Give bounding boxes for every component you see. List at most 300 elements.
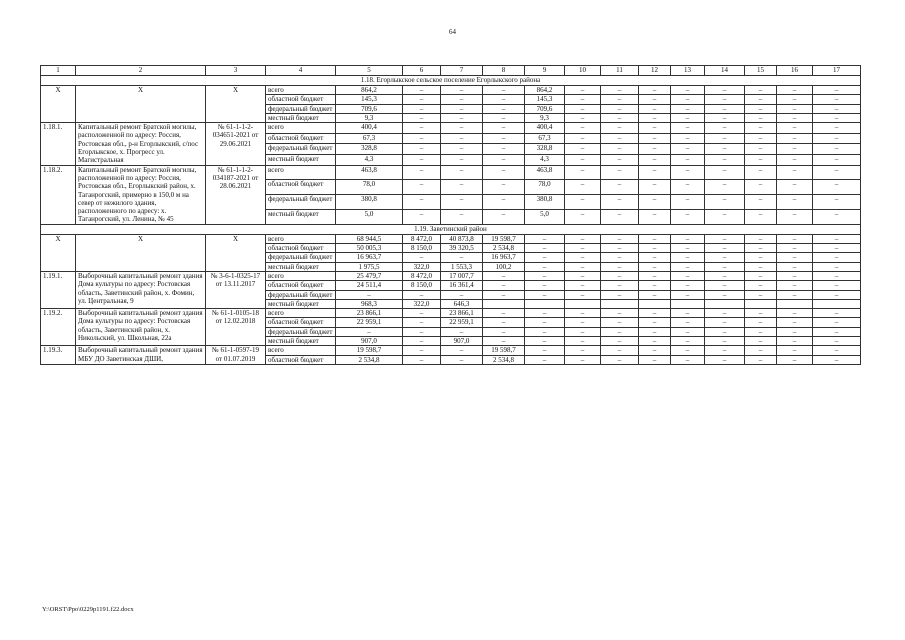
budget-value: – [525,346,565,355]
budget-value: 907,0 [441,337,483,346]
table-row [41,346,861,355]
budget-value: 328,8 [525,144,565,155]
column-header: 5 [336,66,403,76]
budget-value: – [639,144,671,155]
budget-source-label: всего [266,234,336,243]
budget-value: – [745,165,777,180]
budget-source-label: всего [266,123,336,134]
budget-value: – [705,133,745,144]
budget-value: – [336,290,403,299]
budget-value: 100,2 [483,262,525,271]
item-document: X [206,234,266,271]
budget-value: – [565,318,601,327]
budget-value: – [601,337,639,346]
budget-value: – [813,271,861,280]
budget-value: – [601,113,639,122]
item-document: № 61-1-1-2-034651-2021 от 29.06.2021 [206,123,266,165]
budget-value: – [671,271,705,280]
budget-value: – [525,281,565,290]
budget-value: – [403,86,441,95]
budget-value: 322,0 [403,262,441,271]
budget-value: 5,0 [525,209,565,224]
budget-value: 17 007,7 [441,271,483,280]
budget-value: – [565,95,601,104]
file-path-footer: Y:\ORST\Ppo\0229p1191.f22.docx [42,606,134,613]
budget-value: – [813,195,861,210]
column-header: 16 [777,66,813,76]
budget-value: – [403,309,441,318]
budget-value: – [403,180,441,195]
budget-value: – [671,180,705,195]
budget-value: 8 150,0 [403,244,441,253]
budget-value: – [639,244,671,253]
budget-value: – [705,355,745,364]
item-document: № 3-6-1-0325-17 от 13.11.2017 [206,271,266,308]
budget-value: – [745,195,777,210]
section-title-row [41,76,861,86]
item-document: № 61-1-0597-19 от 01.07.2019 [206,346,266,365]
budget-value: – [441,86,483,95]
budget-value: – [777,113,813,122]
header-row [41,66,861,76]
budget-value: – [813,262,861,271]
budget-source-label: областной бюджет [266,133,336,144]
budget-value [525,299,565,308]
budget-value: – [777,144,813,155]
budget-value: – [671,104,705,113]
budget-value: – [441,346,483,355]
budget-value: 463,8 [336,165,403,180]
budget-value: – [671,309,705,318]
budget-value: – [483,327,525,336]
budget-source-label: местный бюджет [266,209,336,224]
budget-value: – [441,209,483,224]
budget-value: – [777,346,813,355]
section-title: 1.18. Егорлыкское сельское поселение Егорлыкского района [41,76,861,86]
budget-value: – [745,209,777,224]
budget-value: – [601,155,639,166]
budget-source-label: всего [266,271,336,280]
budget-value: – [525,271,565,280]
budget-value: – [403,95,441,104]
column-header: 6 [403,66,441,76]
budget-value: – [565,253,601,262]
budget-value: – [601,309,639,318]
budget-value: – [639,253,671,262]
budget-value: – [813,244,861,253]
budget-value: 145,3 [525,95,565,104]
budget-value: – [745,281,777,290]
budget-value: – [565,209,601,224]
budget-value: – [601,318,639,327]
budget-value: – [813,309,861,318]
budget-source-label: местный бюджет [266,299,336,308]
budget-value: – [441,290,483,299]
budget-value: – [601,281,639,290]
budget-value: 2 534,8 [336,355,403,364]
budget-value: – [705,318,745,327]
budget-value: – [525,355,565,364]
column-header: 14 [705,66,745,76]
budget-value: – [639,86,671,95]
budget-source-label: всего [266,346,336,355]
budget-value: – [483,209,525,224]
budget-value: – [403,290,441,299]
budget-value: – [813,133,861,144]
item-number: 1.18.2. [41,165,76,224]
budget-value: – [671,165,705,180]
budget-value: – [601,290,639,299]
budget-value: 968,3 [336,299,403,308]
budget-value: – [705,290,745,299]
budget-value: – [525,262,565,271]
budget-value: – [483,195,525,210]
budget-value: – [745,309,777,318]
budget-value: – [671,346,705,355]
budget-value: – [813,346,861,355]
budget-value: – [813,104,861,113]
budget-value: 19 598,7 [483,346,525,355]
page-number: 64 [449,28,456,36]
budget-value: – [483,155,525,166]
budget-value: – [403,155,441,166]
budget-value: 23 866,1 [441,309,483,318]
item-number: 1.18.1. [41,123,76,165]
budget-value: – [403,209,441,224]
table-row [41,86,861,95]
budget-value: – [777,253,813,262]
budget-value: – [601,262,639,271]
item-document: № 61-1-1-2-034187-2021 от 28.06.2021 [206,165,266,224]
budget-value: 145,3 [336,95,403,104]
budget-value: – [777,234,813,243]
column-header: 12 [639,66,671,76]
budget-value: 22 959,1 [441,318,483,327]
budget-value: – [565,271,601,280]
budget-value: – [441,355,483,364]
budget-value: – [565,262,601,271]
budget-value: – [565,165,601,180]
budget-value: – [601,244,639,253]
budget-source-label: областной бюджет [266,95,336,104]
item-description: Выборочный капитальный ремонт здания МБУ ДО Заветинская ДШИ, [76,346,206,365]
budget-value [813,299,861,308]
budget-value: – [777,123,813,134]
column-header: 7 [441,66,483,76]
budget-value: – [813,95,861,104]
budget-value: 4,3 [525,155,565,166]
budget-value: – [813,209,861,224]
budget-value: – [565,309,601,318]
budget-value: – [441,180,483,195]
budget-value: – [601,355,639,364]
budget-value: – [639,318,671,327]
budget-source-label: федеральный бюджет [266,290,336,299]
budget-value: 8 472,0 [403,271,441,280]
budget-source-label: областной бюджет [266,244,336,253]
budget-value [777,299,813,308]
budget-value: 1 975,5 [336,262,403,271]
budget-value: 400,4 [525,123,565,134]
budget-value: – [639,355,671,364]
budget-value: 864,2 [336,86,403,95]
budget-value: – [671,234,705,243]
budget-value: 24 511,4 [336,281,403,290]
budget-value: – [671,95,705,104]
budget-value: 16 963,7 [336,253,403,262]
budget-value: – [813,281,861,290]
budget-value: – [745,327,777,336]
budget-value: – [483,165,525,180]
budget-value [705,299,745,308]
budget-value: – [671,144,705,155]
budget-source-label: областной бюджет [266,180,336,195]
budget-value: – [601,234,639,243]
budget-value: – [813,355,861,364]
budget-source-label: всего [266,309,336,318]
budget-value: – [483,113,525,122]
budget-value: 67,3 [336,133,403,144]
budget-value: – [601,195,639,210]
budget-value: – [671,155,705,166]
budget-value: 4,3 [336,155,403,166]
budget-value: – [441,113,483,122]
budget-value: 709,6 [336,104,403,113]
budget-value: – [777,155,813,166]
item-description: Выборочный капитальный ремонт здания Дома культуры по адресу: Ростовская область, Заветинский район, х. Фомин, ул. Центральная, 9 [76,271,206,308]
budget-value: – [601,144,639,155]
budget-value: – [705,165,745,180]
budget-value: – [403,165,441,180]
budget-source-label: всего [266,86,336,95]
budget-value: – [705,195,745,210]
budget-source-label: всего [266,165,336,180]
item-number: X [41,86,76,123]
table-row [41,271,861,280]
budget-value: – [705,271,745,280]
table-row [41,234,861,243]
budget-value: – [813,290,861,299]
budget-value: – [441,155,483,166]
budget-value: – [601,209,639,224]
budget-value: – [745,355,777,364]
budget-value [745,299,777,308]
item-description: X [76,86,206,123]
budget-value: – [813,123,861,134]
item-description: X [76,234,206,271]
budget-value: 9,3 [525,113,565,122]
item-number: 1.19.1. [41,271,76,308]
budget-value: – [745,234,777,243]
budget-value: – [639,281,671,290]
budget-source-label: федеральный бюджет [266,104,336,113]
budget-value: – [601,86,639,95]
budget-value: – [565,355,601,364]
budget-value: – [483,104,525,113]
item-document: X [206,86,266,123]
budget-value: – [705,209,745,224]
budget-value: – [601,271,639,280]
budget-value: – [601,133,639,144]
column-header: 15 [745,66,777,76]
column-header: 3 [206,66,266,76]
budget-value: – [705,113,745,122]
budget-value: – [813,86,861,95]
column-header: 17 [813,66,861,76]
budget-value: – [565,104,601,113]
budget-value: – [705,104,745,113]
budget-source-label: федеральный бюджет [266,327,336,336]
budget-value: – [705,86,745,95]
budget-value: – [777,95,813,104]
budget-value: 9,3 [336,113,403,122]
budget-value: – [601,180,639,195]
budget-value: – [525,309,565,318]
budget-value: 25 479,7 [336,271,403,280]
budget-value: – [601,123,639,134]
budget-value: – [777,309,813,318]
column-header: 13 [671,66,705,76]
budget-source-label: областной бюджет [266,355,336,364]
budget-value: – [565,244,601,253]
budget-value: – [639,327,671,336]
budget-value: – [777,195,813,210]
budget-value: – [483,337,525,346]
budget-value: – [565,281,601,290]
budget-value: – [671,113,705,122]
budget-value: – [745,244,777,253]
budget-value: – [483,180,525,195]
budget-value: – [441,104,483,113]
budget-value: – [745,253,777,262]
budget-value [639,299,671,308]
budget-value: – [483,281,525,290]
budget-value: – [565,180,601,195]
budget-value: – [639,234,671,243]
budget-value: – [639,104,671,113]
budget-value: – [705,253,745,262]
budget-value: – [777,165,813,180]
budget-value: – [441,195,483,210]
budget-value: – [403,337,441,346]
budget-value: – [777,271,813,280]
budget-value: – [565,337,601,346]
budget-value: – [705,123,745,134]
budget-value: – [705,327,745,336]
budget-value: – [441,123,483,134]
budget-value: 1 553,3 [441,262,483,271]
budget-value: – [745,262,777,271]
budget-value: – [705,281,745,290]
item-number: 1.19.2. [41,309,76,346]
budget-value: – [745,346,777,355]
budget-value: 68 944,5 [336,234,403,243]
budget-value: – [639,180,671,195]
budget-value: – [639,133,671,144]
budget-value: – [525,253,565,262]
budget-value: – [639,195,671,210]
budget-value: – [403,144,441,155]
budget-value: – [705,155,745,166]
budget-value: – [441,253,483,262]
budget-value: – [525,327,565,336]
budget-value: 2 534,8 [483,244,525,253]
budget-value: 463,8 [525,165,565,180]
budget-value: – [745,95,777,104]
budget-source-label: областной бюджет [266,281,336,290]
budget-value: – [639,346,671,355]
budget-value: – [777,281,813,290]
budget-value: – [671,253,705,262]
item-number: 1.19.3. [41,346,76,365]
budget-value: – [705,346,745,355]
budget-value: – [745,155,777,166]
budget-value: – [671,133,705,144]
budget-value: – [777,262,813,271]
budget-value: – [403,253,441,262]
budget-source-label: федеральный бюджет [266,195,336,210]
budget-value: – [565,113,601,122]
budget-value: 322,0 [403,299,441,308]
budget-value: – [705,234,745,243]
budget-value: – [403,104,441,113]
budget-value [671,299,705,308]
budget-value: – [483,133,525,144]
budget-value: – [745,180,777,195]
budget-value [483,299,525,308]
budget-value: – [671,244,705,253]
budget-value: – [671,318,705,327]
budget-value: – [745,133,777,144]
budget-value: – [525,290,565,299]
budget-value: – [745,337,777,346]
table-row [41,165,861,180]
budget-value: 709,6 [525,104,565,113]
item-document: № 61-1-0105-18 от 12.02.2018 [206,309,266,346]
budget-value: 22 959,1 [336,318,403,327]
budget-value: – [813,180,861,195]
budget-value: 16 963,7 [483,253,525,262]
budget-value: – [403,318,441,327]
budget-value: 907,0 [336,337,403,346]
budget-value: – [639,123,671,134]
budget-value: – [671,337,705,346]
budget-value: – [671,209,705,224]
budget-value: – [745,271,777,280]
budget-value: – [813,318,861,327]
budget-value: – [777,290,813,299]
budget-value [601,299,639,308]
budget-value: – [483,318,525,327]
budget-value: 67,3 [525,133,565,144]
budget-value: – [565,290,601,299]
budget-value: – [671,195,705,210]
budget-source-label: федеральный бюджет [266,144,336,155]
budget-value: – [525,244,565,253]
budget-value: – [705,95,745,104]
budget-value: – [777,86,813,95]
budget-value: 23 866,1 [336,309,403,318]
budget-value: 864,2 [525,86,565,95]
budget-value: 19 598,7 [336,346,403,355]
budget-value: – [565,195,601,210]
budget-value: – [403,133,441,144]
column-header: 8 [483,66,525,76]
budget-value: – [777,133,813,144]
budget-value: – [483,271,525,280]
budget-value: – [336,327,403,336]
item-description: Выборочный капитальный ремонт здания Дома культуры по адресу: Ростовская область, Заветинский район, х. Никольский, ул. Школьная, 22а [76,309,206,346]
